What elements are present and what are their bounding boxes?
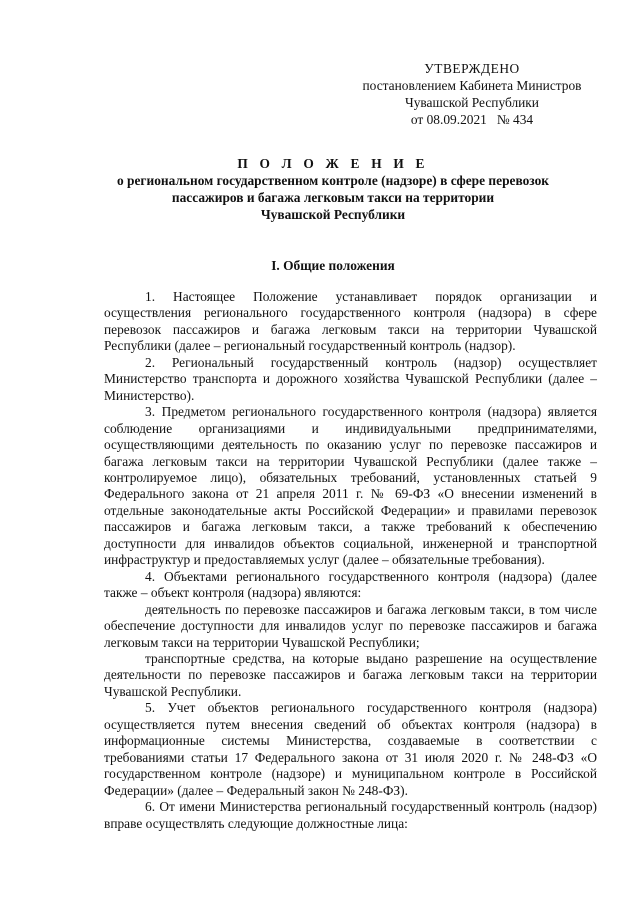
paragraph-4-item-1: деятельность по перевозке пассажиров и багажа легковым такси, в том числе обеспечение доступности для инвалидов услуг по перевозке пассажиров и багажа легковым такси на территории Чувашской Республики; bbox=[104, 601, 597, 650]
paragraph-1: 1. Настоящее Положение устанавливает порядок организации и осуществления регионального государственного контроля (надзора) в сфере перевозок пассажиров и багажа легковым такси на территории Чувашской Республики (далее – региональный государственный контроль (надзор). bbox=[104, 289, 597, 354]
paragraph-4: 4. Объектами регионального государственного контроля (надзора) (далее также – объект контроля (надзора) являются: bbox=[104, 568, 597, 601]
approval-line-3: от 08.09.2021 № 434 bbox=[410, 112, 534, 127]
section-title: I. Общие положения bbox=[271, 258, 395, 273]
paragraph-2: 2. Региональный государственный контроль (надзор) осуществляет Министерство транспорта и дорожного хозяйства Чувашской Республики (далее – Министерство). bbox=[104, 354, 597, 403]
approval-heading: УТВЕРЖДЕНО bbox=[424, 61, 520, 76]
document-title-line-2: пассажиров и багажа легковым такси на территории bbox=[171, 190, 495, 205]
approval-stamp-block bbox=[342, 60, 602, 128]
document-title-heading: П О Л О Ж Е Н И Е bbox=[237, 156, 429, 171]
document-title-line-3: Чувашской Республики bbox=[260, 207, 406, 222]
paragraph-5: 5. Учет объектов регионального государственного контроля (надзора) осуществляется путем внесения сведений об объектах контроля (надзора) в информационные системы Министерства, создаваемые в соответствии с требованиями статьи 17 Федерального закона от 31 июля 2020 г. № 248-ФЗ «О государственном контроле (надзоре) и муниципальном контроле в Российской Федерации» (далее – Федеральный закон № 248-ФЗ). bbox=[104, 700, 597, 798]
document-title-line-1: о региональном государственном контроле (надзоре) в сфере перевозок bbox=[116, 173, 550, 188]
paragraph-6: 6. От имени Министерства региональный государственный контроль (надзор) вправе осуществлять следующие должностные лица: bbox=[104, 799, 597, 831]
document-title bbox=[70, 155, 596, 223]
approval-line-2: Чувашской Республики bbox=[405, 95, 539, 110]
approval-line-1: постановлением Кабинета Министров bbox=[362, 78, 582, 93]
paragraph-4-item-2: транспортные средства, на которые выдано разрешение на осуществление деятельности по перевозке пассажиров и багажа легковым такси на территории Чувашской Республики. bbox=[104, 650, 597, 699]
document-body bbox=[104, 289, 597, 832]
paragraph-3: 3. Предметом регионального государственного контроля (надзора) является соблюдение организациями и индивидуальными предпринимателями, осуществляющими деятельность по оказанию услуг по перевозке пассажиров и багажа легковым такси на территории Чувашской Республики (далее также – контролируемое лицо), обязательных требований, установленных статьей 9 Федерального закона от 21 апреля 2011 г. № 69-ФЗ «О внесении изменений в отдельные законодательные акты Российской Федерации» и правилами перевозок пассажиров и багажа легковым такси, а также требований к обеспечению доступности для инвалидов объектов социальной, инженерной и транспортной инфраструктур и предоставляемых услуг (далее – обязательные требования). bbox=[104, 404, 597, 568]
